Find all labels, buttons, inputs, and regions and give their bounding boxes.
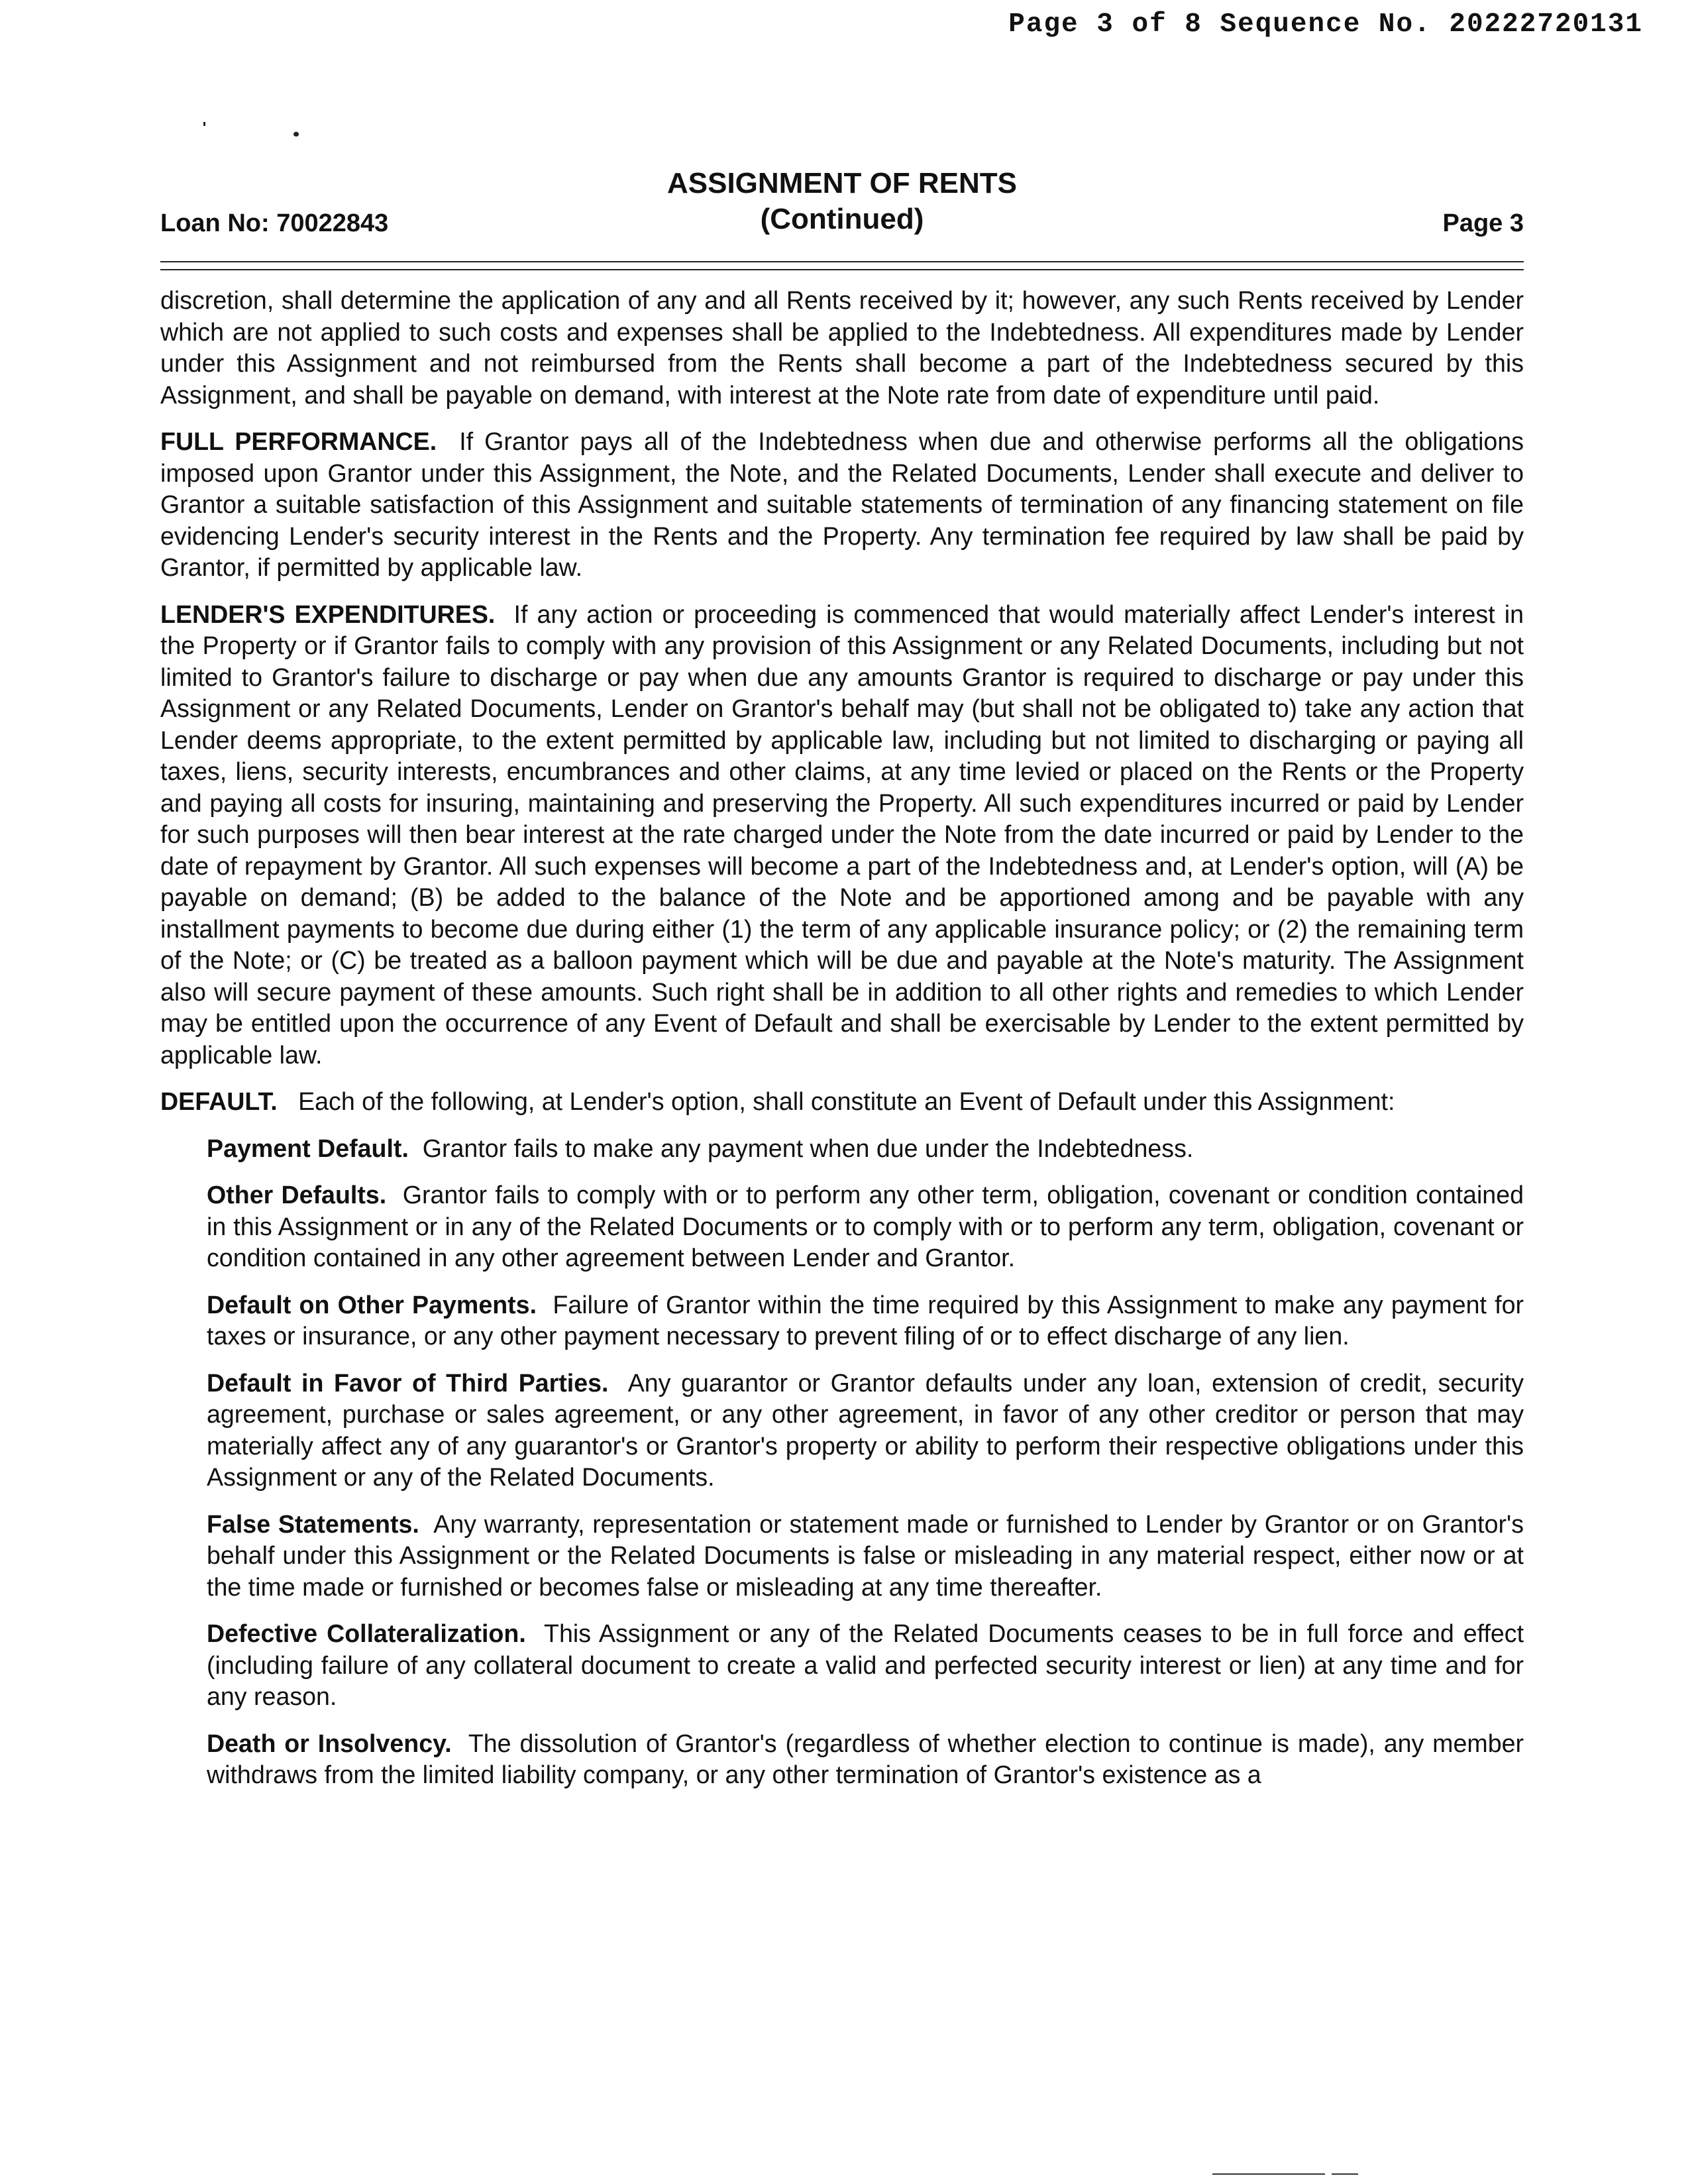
- default-item-payment-default: [207, 1133, 1524, 1165]
- default-item-heading: Death or Insolvency.: [207, 1729, 452, 1757]
- default-item-text: Any guarantor or Grantor defaults under any loan, extension of credit, security agreement, purchase or sales agreement, or any other agreement, in favor of any other creditor or person that may materially affect any of any guarantor's or Grantor's property or ability to perform their respective obligations under this Assignment or any of the Related Documents.: [207, 1368, 1524, 1491]
- paragraph-continuation: [160, 285, 1524, 411]
- default-item-heading: Defective Collateralization.: [207, 1619, 526, 1647]
- default-item-other-defaults: [207, 1179, 1524, 1274]
- page-label: Page 3: [1442, 209, 1524, 237]
- default-item-heading: Default in Favor of Third Parties.: [207, 1368, 609, 1397]
- default-item-heading: Other Defaults.: [207, 1181, 387, 1209]
- default-item-text: Grantor fails to make any payment when due under the Indebtedness.: [422, 1134, 1194, 1162]
- default-item-false-statements: [207, 1509, 1524, 1604]
- loan-number: Loan No: 70022843: [160, 209, 389, 237]
- default-item-text: Any warranty, representation or statement made or furnished to Lender by Grantor or on Grantor's behalf under this Assignment or the Related Documents is false or misleading in any material respect, either now or at the time made or furnished or becomes false or misleading at any time thereafter.: [207, 1509, 1524, 1601]
- default-item-other-payments: [207, 1289, 1524, 1352]
- document-subtitle: (Continued): [760, 203, 924, 235]
- paragraph-heading: LENDER'S EXPENDITURES.: [160, 600, 496, 628]
- default-item-text: Grantor fails to comply with or to perform any other term, obligation, covenant or condition contained in this Assignment or in any of the Related Documents or to comply with or to perform any term, obligation, covenant or condition contained in any other agreement between Lender and Grantor.: [207, 1181, 1524, 1272]
- paragraph-lenders-expenditures: [160, 599, 1524, 1071]
- default-item-text: The dissolution of Grantor's (regardless of whether election to continue is made), any member withdraws from the limited liability company, or any other termination of Grantor's existence as a: [207, 1729, 1524, 1788]
- default-item-text: Failure of Grantor within the time required by this Assignment to make any payment for taxes or insurance, or any other payment necessary to prevent filing of or to effect discharge of any lien.: [207, 1290, 1524, 1350]
- default-item-death-or-insolvency: [207, 1728, 1524, 1791]
- default-item-third-parties: [207, 1368, 1524, 1494]
- document-body: [160, 285, 1524, 1806]
- paragraph-default: [160, 1086, 1524, 1118]
- paragraph-full-performance: [160, 426, 1524, 584]
- default-item-text: This Assignment or any of the Related Documents ceases to be in full force and effect (including failure of any collateral document to create a valid and perfected security interest or lien) at any time and for any reason.: [207, 1619, 1524, 1710]
- paragraph-text: discretion, shall determine the application of any and all Rents received by it; however, any such Rents received by Lender which are not applied to such costs and expenses shall be applied to the Indebtedness. All expenditures made by Lender under this Assignment and not reimbursed from the Rents shall become a part of the Indebtedness secured by this Assignment, and shall be payable on demand, with interest at the Note rate from date of expenditure until paid.: [160, 286, 1524, 409]
- scan-speck: [293, 132, 299, 136]
- footer-line: [1332, 2173, 1358, 2175]
- document-title: ASSIGNMENT OF RENTS: [666, 167, 1018, 199]
- default-item-heading: False Statements.: [207, 1509, 419, 1538]
- default-item-heading: Payment Default.: [207, 1134, 409, 1162]
- paragraph-heading: DEFAULT.: [160, 1087, 278, 1115]
- default-item-heading: Default on Other Payments.: [207, 1290, 537, 1319]
- document-header: [160, 159, 1524, 239]
- paragraph-heading: FULL PERFORMANCE.: [160, 427, 437, 455]
- default-item-defective-collateralization: [207, 1618, 1524, 1713]
- header-rule: [160, 269, 1524, 270]
- scan-speck: [203, 122, 205, 126]
- paragraph-text: If any action or proceeding is commenced that would materially affect Lender's interest in the Property or if Grantor fails to comply with any provision of this Assignment or any Related Documents, including but not limited to Grantor's failure to discharge or pay when due any amounts Grantor is required to discharge or pay under this Assignment or any Related Documents, Lender on Grantor's behalf may (but shall not be obligated to) take any action that Lender deems appropriate, to the extent permitted by applicable law, including but not limited to discharging or paying all taxes, liens, security interests, encumbrances and other claims, at any time levied or placed on the Rents or the Property and paying all costs for insuring, maintaining and preserving the Property. All such expenditures incurred or paid by Lender for such purposes will then bear interest at the rate charged under the Note from the date incurred or paid by Lender to the date of repayment by Grantor. All such expenses will become a part of the Indebtedness and, at Lender's option, will (A) be payable on demand; (B) be added to the balance of the Note and be apportioned among and be payable with any installment payments to become due during either (1) the term of any applicable insurance policy; or (2) the remaining term of the Note; or (C) be treated as a balloon payment which will be due and payable at the Note's maturity. The Assignment also will secure payment of these amounts. Such right shall be in addition to all other rights and remedies to which Lender may be entitled upon the occurrence of any Event of Default and shall be exercisable by Lender to the extent permitted by applicable law.: [160, 600, 1524, 1069]
- sequence-number-line: Page 3 of 8 Sequence No. 20222720131: [1008, 9, 1643, 40]
- header-rule: [160, 261, 1524, 262]
- paragraph-text: If Grantor pays all of the Indebtedness when due and otherwise performs all the obligations imposed upon Grantor under this Assignment, the Note, and the Related Documents, Lender shall execute and deliver to Grantor a suitable satisfaction of this Assignment and suitable statements of termination of any financing statement on file evidencing Lender's security interest in the Rents and the Property. Any termination fee required by law shall be paid by Grantor, if permitted by applicable law.: [160, 427, 1524, 581]
- footer-line: [1212, 2173, 1325, 2175]
- paragraph-text: Each of the following, at Lender's option, shall constitute an Event of Default under this Assignment:: [298, 1087, 1395, 1115]
